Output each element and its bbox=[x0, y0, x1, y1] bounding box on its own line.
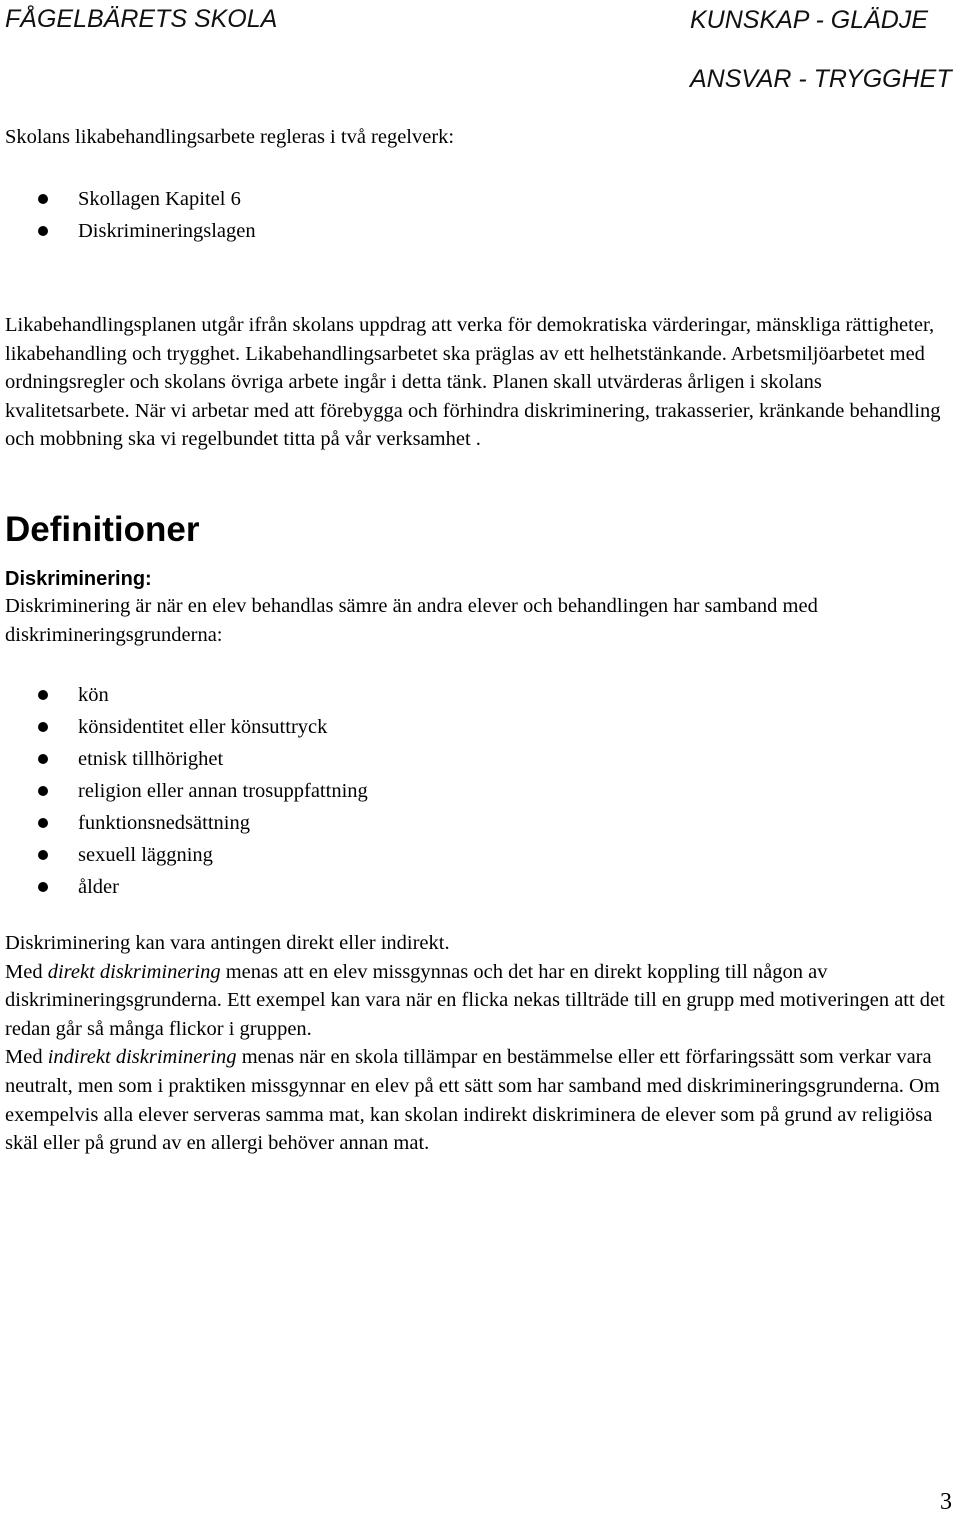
indirect-discrimination-paragraph: Med indirekt diskriminering menas när en skola tillämpar en bestämmelse eller ett förfaringssätt som verkar vara neutralt, men som i praktiken missgynnar en elev på ett sätt som har samband med diskrimineringsgrunderna. Om exempelvis alla elever serveras samma mat, kan skolan indirekt diskriminera de elever som på grund av religiösa skäl eller på grund av en allergi behöver annan mat. bbox=[5, 1046, 940, 1155]
bullet-icon bbox=[38, 194, 48, 204]
subsection-heading: Diskriminering: bbox=[5, 568, 152, 590]
list-item: religion eller annan trosuppfattning bbox=[0, 775, 368, 807]
list-item: Skollagen Kapitel 6 bbox=[0, 183, 256, 215]
discrimination-definition: Diskriminering är när en elev behandlas sämre än andra elever och behandlingen har samband med diskrimineringsgrunderna: bbox=[5, 595, 818, 646]
page-number: 3 bbox=[940, 1489, 952, 1515]
grounds-list bbox=[0, 679, 368, 903]
school-name: FÅGELBÄRETS SKOLA bbox=[5, 5, 278, 33]
list-item: funktionsnedsättning bbox=[0, 807, 368, 839]
direct-discrimination-paragraph: Med direkt diskriminering menas att en elev missgynnas och det har en direkt koppling till någon av diskrimineringsgrunderna. Ett exempel kan vara när en flicka nekas tillträde till en grupp med motiveringen att det redan går så många flickor i gruppen. bbox=[5, 960, 945, 1040]
list-item: Diskrimineringslagen bbox=[0, 215, 256, 247]
intro-text: Skolans likabehandlingsarbete regleras i två regelverk: bbox=[5, 126, 455, 148]
indirect-term: indirekt diskriminering bbox=[47, 1046, 237, 1069]
bullet-icon bbox=[38, 226, 48, 236]
motto-line-2: ANSVAR - TRYGGHET bbox=[690, 65, 952, 93]
bullet-icon bbox=[38, 818, 48, 828]
direct-term: direkt diskriminering bbox=[47, 960, 221, 983]
bullet-icon bbox=[38, 754, 48, 764]
section-heading: Definitioner bbox=[5, 510, 200, 549]
bullet-icon bbox=[38, 690, 48, 700]
motto-line-1: KUNSKAP - GLÄDJE bbox=[690, 6, 929, 34]
bullet-icon bbox=[38, 722, 48, 732]
bullet-icon bbox=[38, 882, 48, 892]
list-item: ålder bbox=[0, 871, 368, 903]
list-item: sexuell läggning bbox=[0, 839, 368, 871]
list-item: etnisk tillhörighet bbox=[0, 743, 368, 775]
plan-paragraph: Likabehandlingsplanen utgår ifrån skolans uppdrag att verka för demokratiska värderingar, mänskliga rättigheter, likabehandling och trygghet. Likabehandlingsarbetet ska präglas av ett helhetstänkande. Arbetsmiljöarbetet med ordningsregler och skolans övriga arbete ingår i detta tänk. Planen skall utvärderas årligen i skolans kvalitetsarbete. När vi arbetar med att förebygga och förhindra diskriminering, trakasserier, kränkande behandling och mobbning ska vi regelbundet titta på vår verksamhet . bbox=[5, 314, 941, 451]
types-line: Diskriminering kan vara antingen direkt eller indirekt. bbox=[5, 932, 450, 954]
law-list bbox=[0, 183, 256, 247]
bullet-icon bbox=[38, 786, 48, 796]
list-item: kön bbox=[0, 679, 368, 711]
bullet-icon bbox=[38, 850, 48, 860]
list-item: könsidentitet eller könsuttryck bbox=[0, 711, 368, 743]
